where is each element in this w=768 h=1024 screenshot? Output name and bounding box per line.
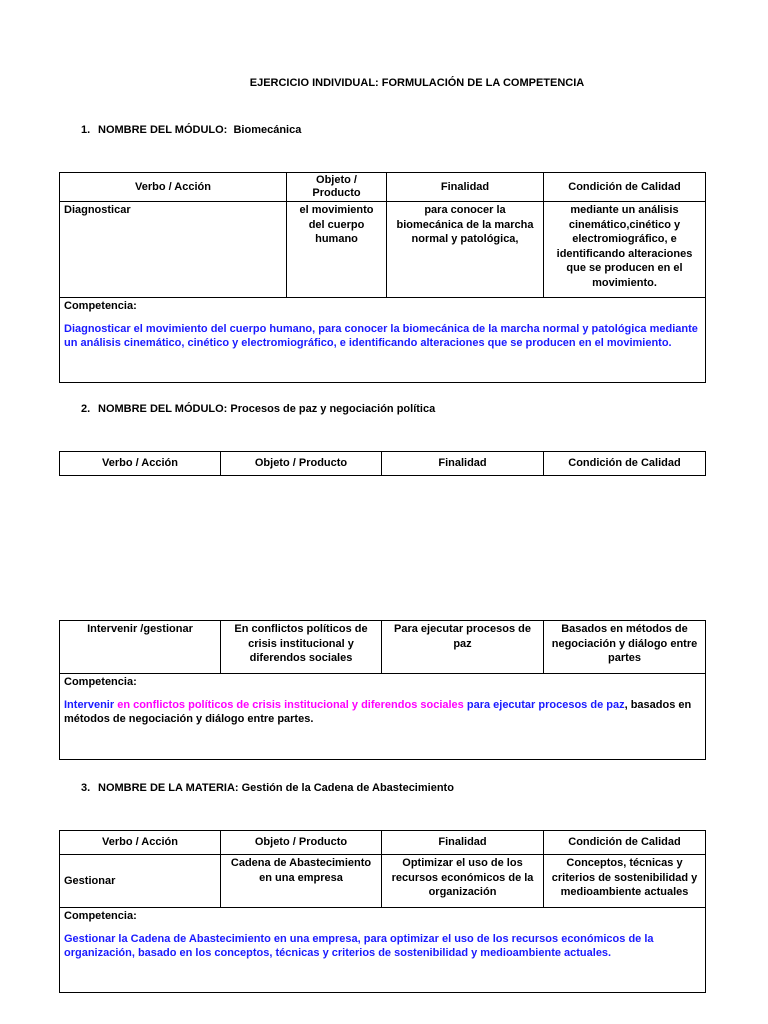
section-number: 1.	[81, 124, 91, 136]
competencia-text: Diagnosticar el movimiento del cuerpo humano, para conocer la biomecánica de la marcha normal y patológica mediante un análisis cinemático, cinético y electromiográfico, e identificando alteraciones que se producen en el movimiento.	[64, 322, 698, 349]
cell-objeto: el movimiento del cuerpo humano	[287, 202, 387, 298]
competencia-label: Competencia:	[64, 300, 137, 312]
competencia-label: Competencia:	[64, 910, 137, 922]
header-verbo: Verbo / Acción	[60, 831, 221, 855]
cell-objeto: Cadena de Abastecimiento en una empresa	[221, 855, 382, 908]
cell-finalidad: Optimizar el uso de los recursos económicos de la organización	[382, 855, 544, 908]
section-3-heading	[81, 782, 454, 794]
section-name: Gestión de la Cadena de Abastecimiento	[241, 782, 454, 794]
section-1-heading	[81, 124, 301, 136]
cell-finalidad: Para ejecutar procesos de paz	[382, 621, 544, 674]
header-objeto: Objeto / Producto	[221, 452, 382, 476]
section-number: 3.	[81, 782, 91, 794]
section-label: NOMBRE DEL MÓDULO:	[98, 124, 228, 136]
competencia-cell	[60, 298, 706, 383]
section-label: NOMBRE DEL MÓDULO:	[98, 403, 228, 415]
page-title: EJERCICIO INDIVIDUAL: FORMULACIÓN DE LA COMPETENCIA	[249, 77, 585, 89]
header-finalidad: Finalidad	[382, 831, 544, 855]
section-2-header-table	[59, 451, 706, 476]
header-verbo: Verbo / Acción	[60, 173, 287, 202]
competencia-finalidad: para ejecutar procesos de paz	[463, 698, 625, 711]
section-2-heading	[81, 403, 435, 415]
cell-objeto: En conflictos políticos de crisis institucional y diferendos sociales	[221, 621, 382, 674]
header-objeto: Objeto / Producto	[221, 831, 382, 855]
section-1-table	[59, 172, 706, 383]
section-3-table	[59, 830, 706, 993]
competencia-text	[64, 698, 701, 727]
cell-condicion: Conceptos, técnicas y criterios de sostenibilidad y medioambiente actuales	[544, 855, 706, 908]
section-number: 2.	[81, 403, 91, 415]
section-name: Biomecánica	[233, 124, 302, 136]
cell-condicion: mediante un análisis cinemático,cinético y electromiográfico, e identificando alteraciones que se producen en el movimiento.	[544, 202, 706, 298]
competencia-cell	[60, 908, 706, 993]
cell-condicion: Basados en métodos de negociación y diálogo entre partes	[544, 621, 706, 674]
competencia-verbo: Intervenir	[64, 698, 115, 711]
header-condicion: Condición de Calidad	[544, 173, 706, 202]
section-2-table	[59, 620, 706, 760]
cell-finalidad: para conocer la biomecánica de la marcha normal y patológica,	[387, 202, 544, 298]
header-condicion: Condición de Calidad	[544, 452, 706, 476]
header-condicion: Condición de Calidad	[544, 831, 706, 855]
header-finalidad: Finalidad	[387, 173, 544, 202]
competencia-condicion: , basados en métodos de negociación y diálogo entre partes.	[64, 698, 692, 725]
section-label: NOMBRE DE LA MATERIA:	[98, 782, 239, 794]
cell-verbo: Gestionar	[60, 855, 221, 908]
header-objeto: Objeto / Producto	[287, 173, 387, 202]
competencia-label: Competencia:	[64, 676, 137, 688]
competencia-cell	[60, 674, 706, 760]
cell-verbo: Intervenir /gestionar	[60, 621, 221, 674]
competencia-objeto: en conflictos políticos de crisis institucional y diferendos sociales	[114, 698, 464, 711]
competencia-text: Gestionar la Cadena de Abastecimiento en una empresa, para optimizar el uso de los recursos económicos de la organización, basado en los conceptos, técnicas y criterios de sostenibilidad y medioambiente actuales.	[64, 932, 654, 959]
header-finalidad: Finalidad	[382, 452, 544, 476]
header-verbo: Verbo / Acción	[60, 452, 221, 476]
section-name: Procesos de paz y negociación política	[230, 403, 436, 415]
cell-verbo: Diagnosticar	[60, 202, 287, 298]
